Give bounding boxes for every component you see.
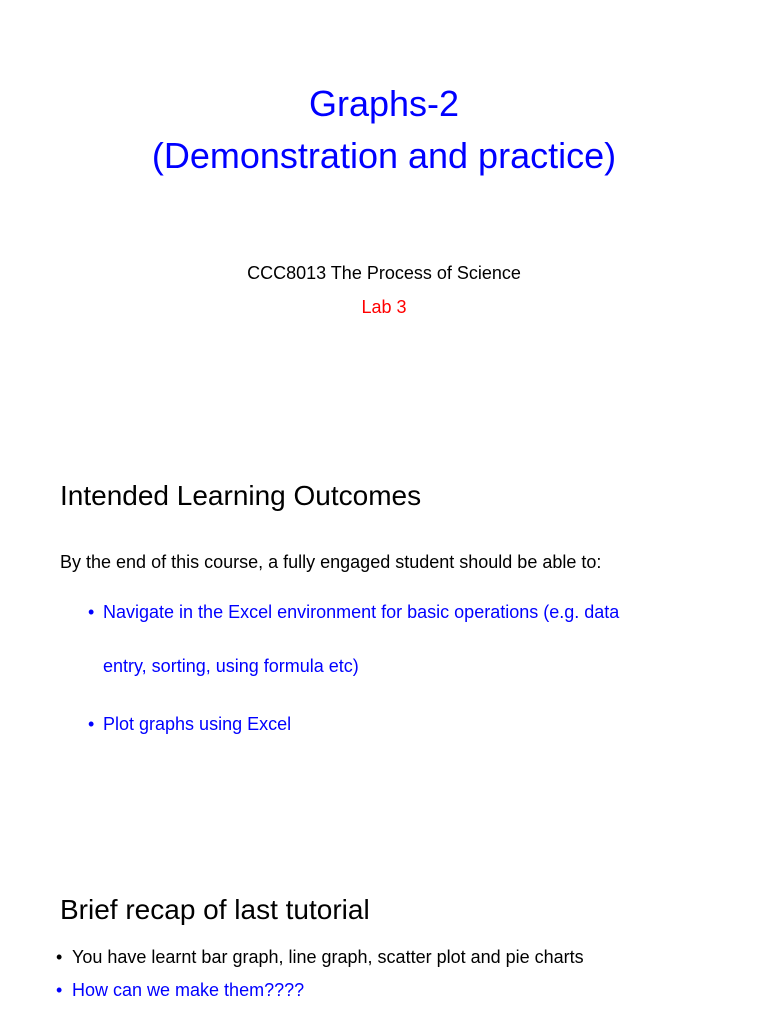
learning-outcomes-slide — [0, 460, 768, 840]
bullet-icon: • — [88, 714, 95, 734]
bullet-text: How can we make them???? — [72, 980, 305, 1000]
course-subtitle: CCC8013 The Process of Science — [247, 263, 521, 283]
bullet-icon: • — [88, 602, 95, 622]
recap-slide — [0, 870, 768, 1024]
intro-text: By the end of this course, a fully engaged student should be able to: — [60, 552, 602, 572]
bullet-text: You have learnt bar graph, line graph, scatter plot and pie charts — [72, 947, 584, 967]
title-slide — [0, 0, 768, 460]
lab-subtitle: Lab 3 — [361, 297, 407, 317]
bullet-icon: • — [56, 947, 63, 967]
slide-heading: Intended Learning Outcomes — [60, 480, 422, 511]
slide-title-line-1: Graphs-2 — [308, 83, 460, 124]
bullet-icon: • — [56, 980, 63, 1000]
slide-title-line-2: (Demonstration and practice) — [151, 135, 617, 176]
slide-heading: Brief recap of last tutorial — [60, 894, 370, 925]
bullet-text: entry, sorting, using formula etc) — [103, 656, 359, 676]
bullet-text: Navigate in the Excel environment for basic operations (e.g. data — [103, 602, 620, 622]
bullet-text: Plot graphs using Excel — [103, 714, 292, 734]
